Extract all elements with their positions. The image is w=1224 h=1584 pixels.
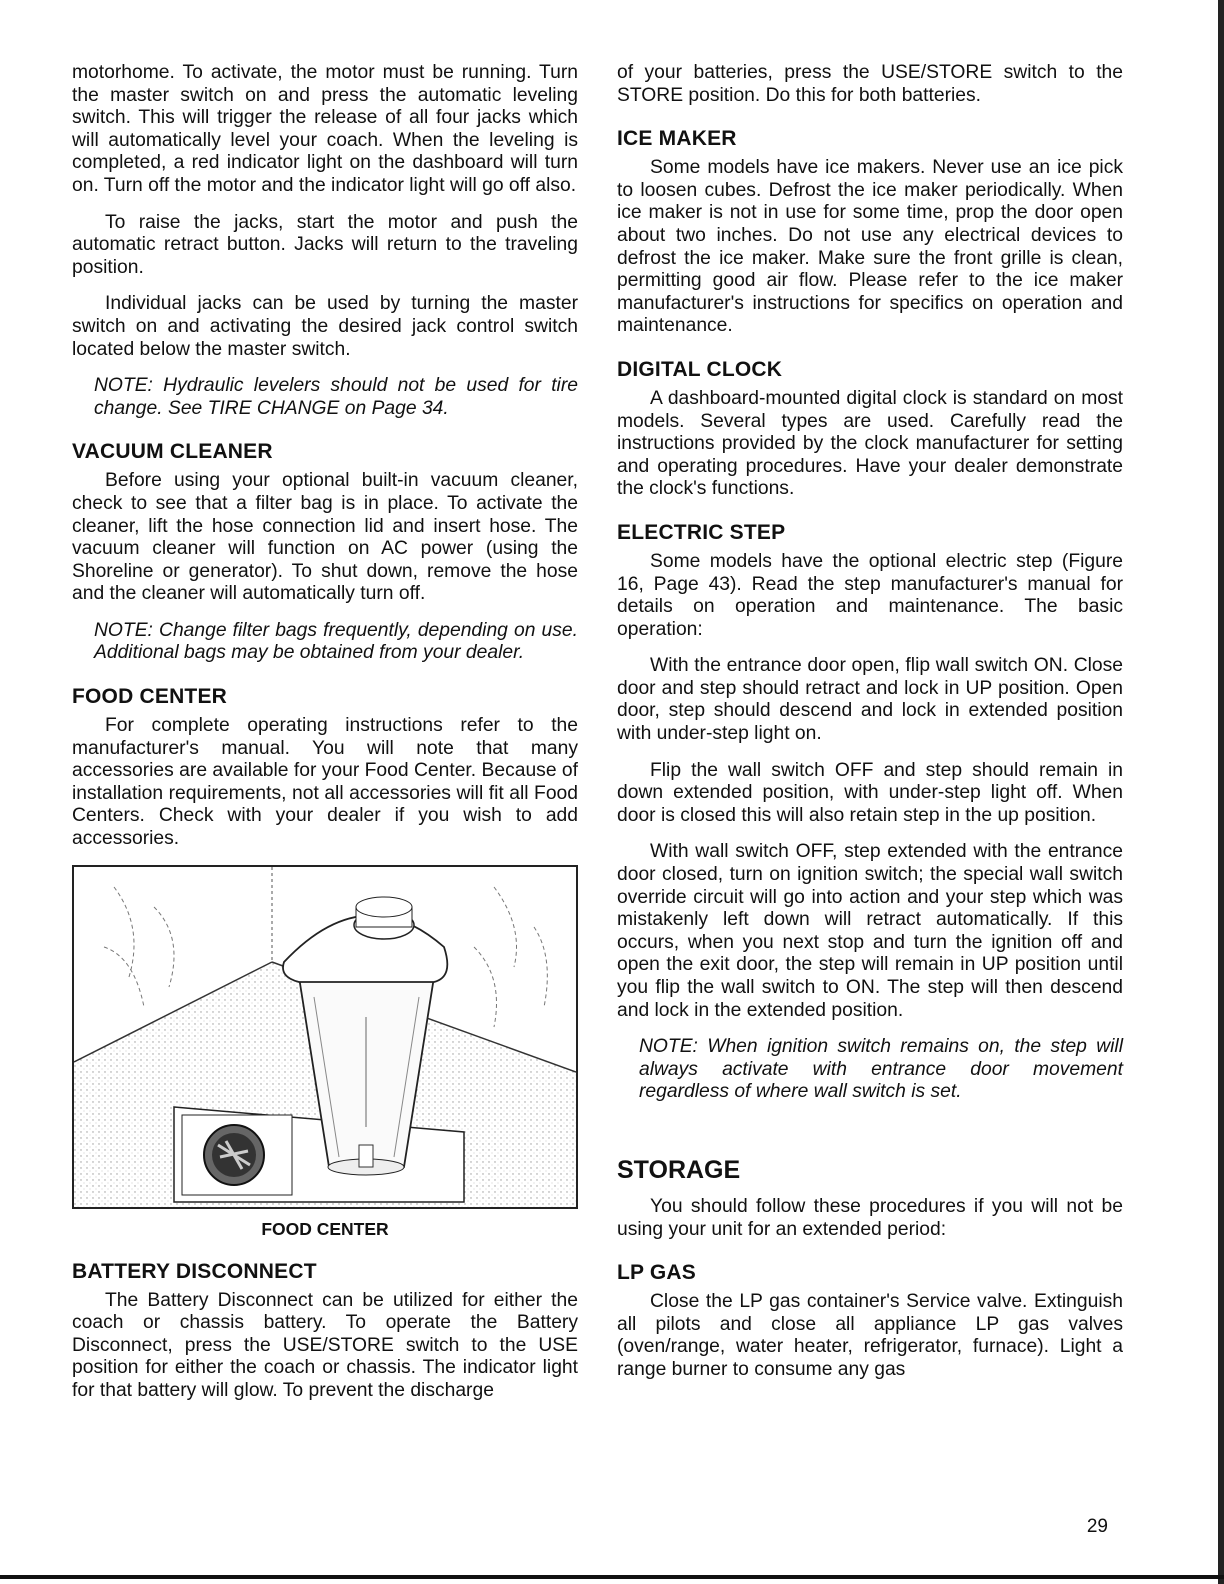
hydraulic-note: NOTE: Hydraulic levelers should not be used for tire change. See TIRE CHANGE on Page 34. bbox=[94, 375, 578, 419]
individual-jacks-paragraph: Individual jacks can be used by turning the master switch on and activating the desired jack control switch located below the master switch. bbox=[72, 293, 578, 360]
vacuum-note: NOTE: Change filter bags frequently, depending on use. Additional bags may be obtained from your dealer. bbox=[94, 619, 578, 664]
electric-step-heading: ELECTRIC STEP bbox=[617, 520, 786, 544]
food-center-paragraph: For complete operating instructions refer to the manufacturer's manual. You will note that many accessories are available for your Food Center. Because of installation requirements, not all accessories will fit all Food Centers. Check with your dealer if you wish to add accessories. bbox=[72, 715, 578, 850]
left-column bbox=[72, 62, 578, 1417]
food-center-caption: FOOD CENTER bbox=[261, 1218, 389, 1239]
electric-step-intro: Some models have the optional electric step (Figure 16, Page 43). Read the step manufacturer's manual for details on operation and maintenance. The basic operation: bbox=[617, 550, 1123, 640]
page-bottom-rule bbox=[0, 1575, 1224, 1579]
battery-disconnect-heading: BATTERY DISCONNECT bbox=[72, 1259, 317, 1283]
battery-paragraph: The Battery Disconnect can be utilized for either the coach or chassis battery. To operate the Battery Disconnect, press the USE/STORE switch to the USE position for either the coach or chassis. The indicator light for that battery will glow. To prevent the discharge bbox=[72, 1289, 578, 1401]
page-number: 29 bbox=[1086, 1516, 1108, 1537]
lp-gas-heading: LP GAS bbox=[617, 1261, 696, 1285]
electric-step-off: Flip the wall switch OFF and step should remain in down extended position, with under-step light off. When door is closed this will also retain step in the up position. bbox=[617, 759, 1123, 826]
digital-clock-paragraph: A dashboard-mounted digital clock is standard on most models. Several types are used. Carefully read the instructions provided by the clock manufacturer for setting and operating procedures. Have your dealer demonstrate the clock's functions. bbox=[617, 387, 1123, 500]
battery-continued-paragraph: of your batteries, press the USE/STORE switch to the STORE position. Do this for both batteries. bbox=[617, 62, 1123, 106]
ice-maker-paragraph: Some models have ice makers. Never use an ice pick to loosen cubes. Defrost the ice maker periodically. When ice maker is not in use for some time, prop the door open about two inches. Do not use any electrical devices to defrost the ice maker. Make sure the front grille is clean, permitting good air flow. Please refer to the ice maker manufacturer's instructions for specifics on operation and maintenance. bbox=[617, 157, 1123, 337]
ice-maker-heading: ICE MAKER bbox=[617, 127, 737, 151]
storage-paragraph: You should follow these procedures if you will not be using your unit for an extended period: bbox=[617, 1195, 1123, 1240]
vacuum-cleaner-heading: VACUUM CLEANER bbox=[72, 440, 273, 464]
storage-heading: STORAGE bbox=[617, 1155, 741, 1184]
leveling-paragraph: motorhome. To activate, the motor must be running. Turn the master switch on and press the automatic leveling switch. This will trigger the release of all four jacks which will automatically level your coach. When the leveling is completed, a red indicator light on the dashboard will turn on. Turn off the motor and the indicator light will go off also. bbox=[72, 62, 578, 196]
electric-step-override: With wall switch OFF, step extended with the entrance door closed, turn on ignition switch; the special wall switch override circuit will go into action and your step which was mistakenly left down will retract automatically. If this occurs, when you next stop and turn the ignition off and open the exit door, the step will remain in UP position until you flip the wall switch to ON. The step will then descend and lock in the extended position. bbox=[617, 841, 1123, 1021]
electric-step-on: With the entrance door open, flip wall switch ON. Close door and step should retract and lock in UP position. Open door, step should descend and lock in extended position with under-step light on. bbox=[617, 655, 1123, 745]
electric-step-note: NOTE: When ignition switch remains on, the step will always activate with entrance door movement regardless of where wall switch is set. bbox=[639, 1036, 1123, 1103]
food-center-illustration bbox=[72, 865, 578, 1209]
food-center-drawing bbox=[74, 867, 576, 1207]
vacuum-paragraph: Before using your optional built-in vacuum cleaner, check to see that a filter bag is in place. To activate the cleaner, lift the hose connection lid and insert hose. The vacuum cleaner will function on AC power (using the Shoreline or generator). To shut down, remove the hose and the cleaner will automatically turn off. bbox=[72, 470, 578, 605]
right-column bbox=[617, 62, 1123, 1396]
raise-jacks-paragraph: To raise the jacks, start the motor and push the automatic retract button. Jacks will return to the traveling position. bbox=[72, 211, 578, 278]
page-edge-rule bbox=[1218, 0, 1224, 1584]
lp-gas-paragraph: Close the LP gas container's Service valve. Extinguish all pilots and close all appliance LP gas valves (oven/range, water heater, refrigerator, furnace). Light a range burner to consume any gas bbox=[617, 1291, 1123, 1380]
food-center-heading: FOOD CENTER bbox=[72, 685, 228, 709]
digital-clock-heading: DIGITAL CLOCK bbox=[617, 357, 783, 381]
